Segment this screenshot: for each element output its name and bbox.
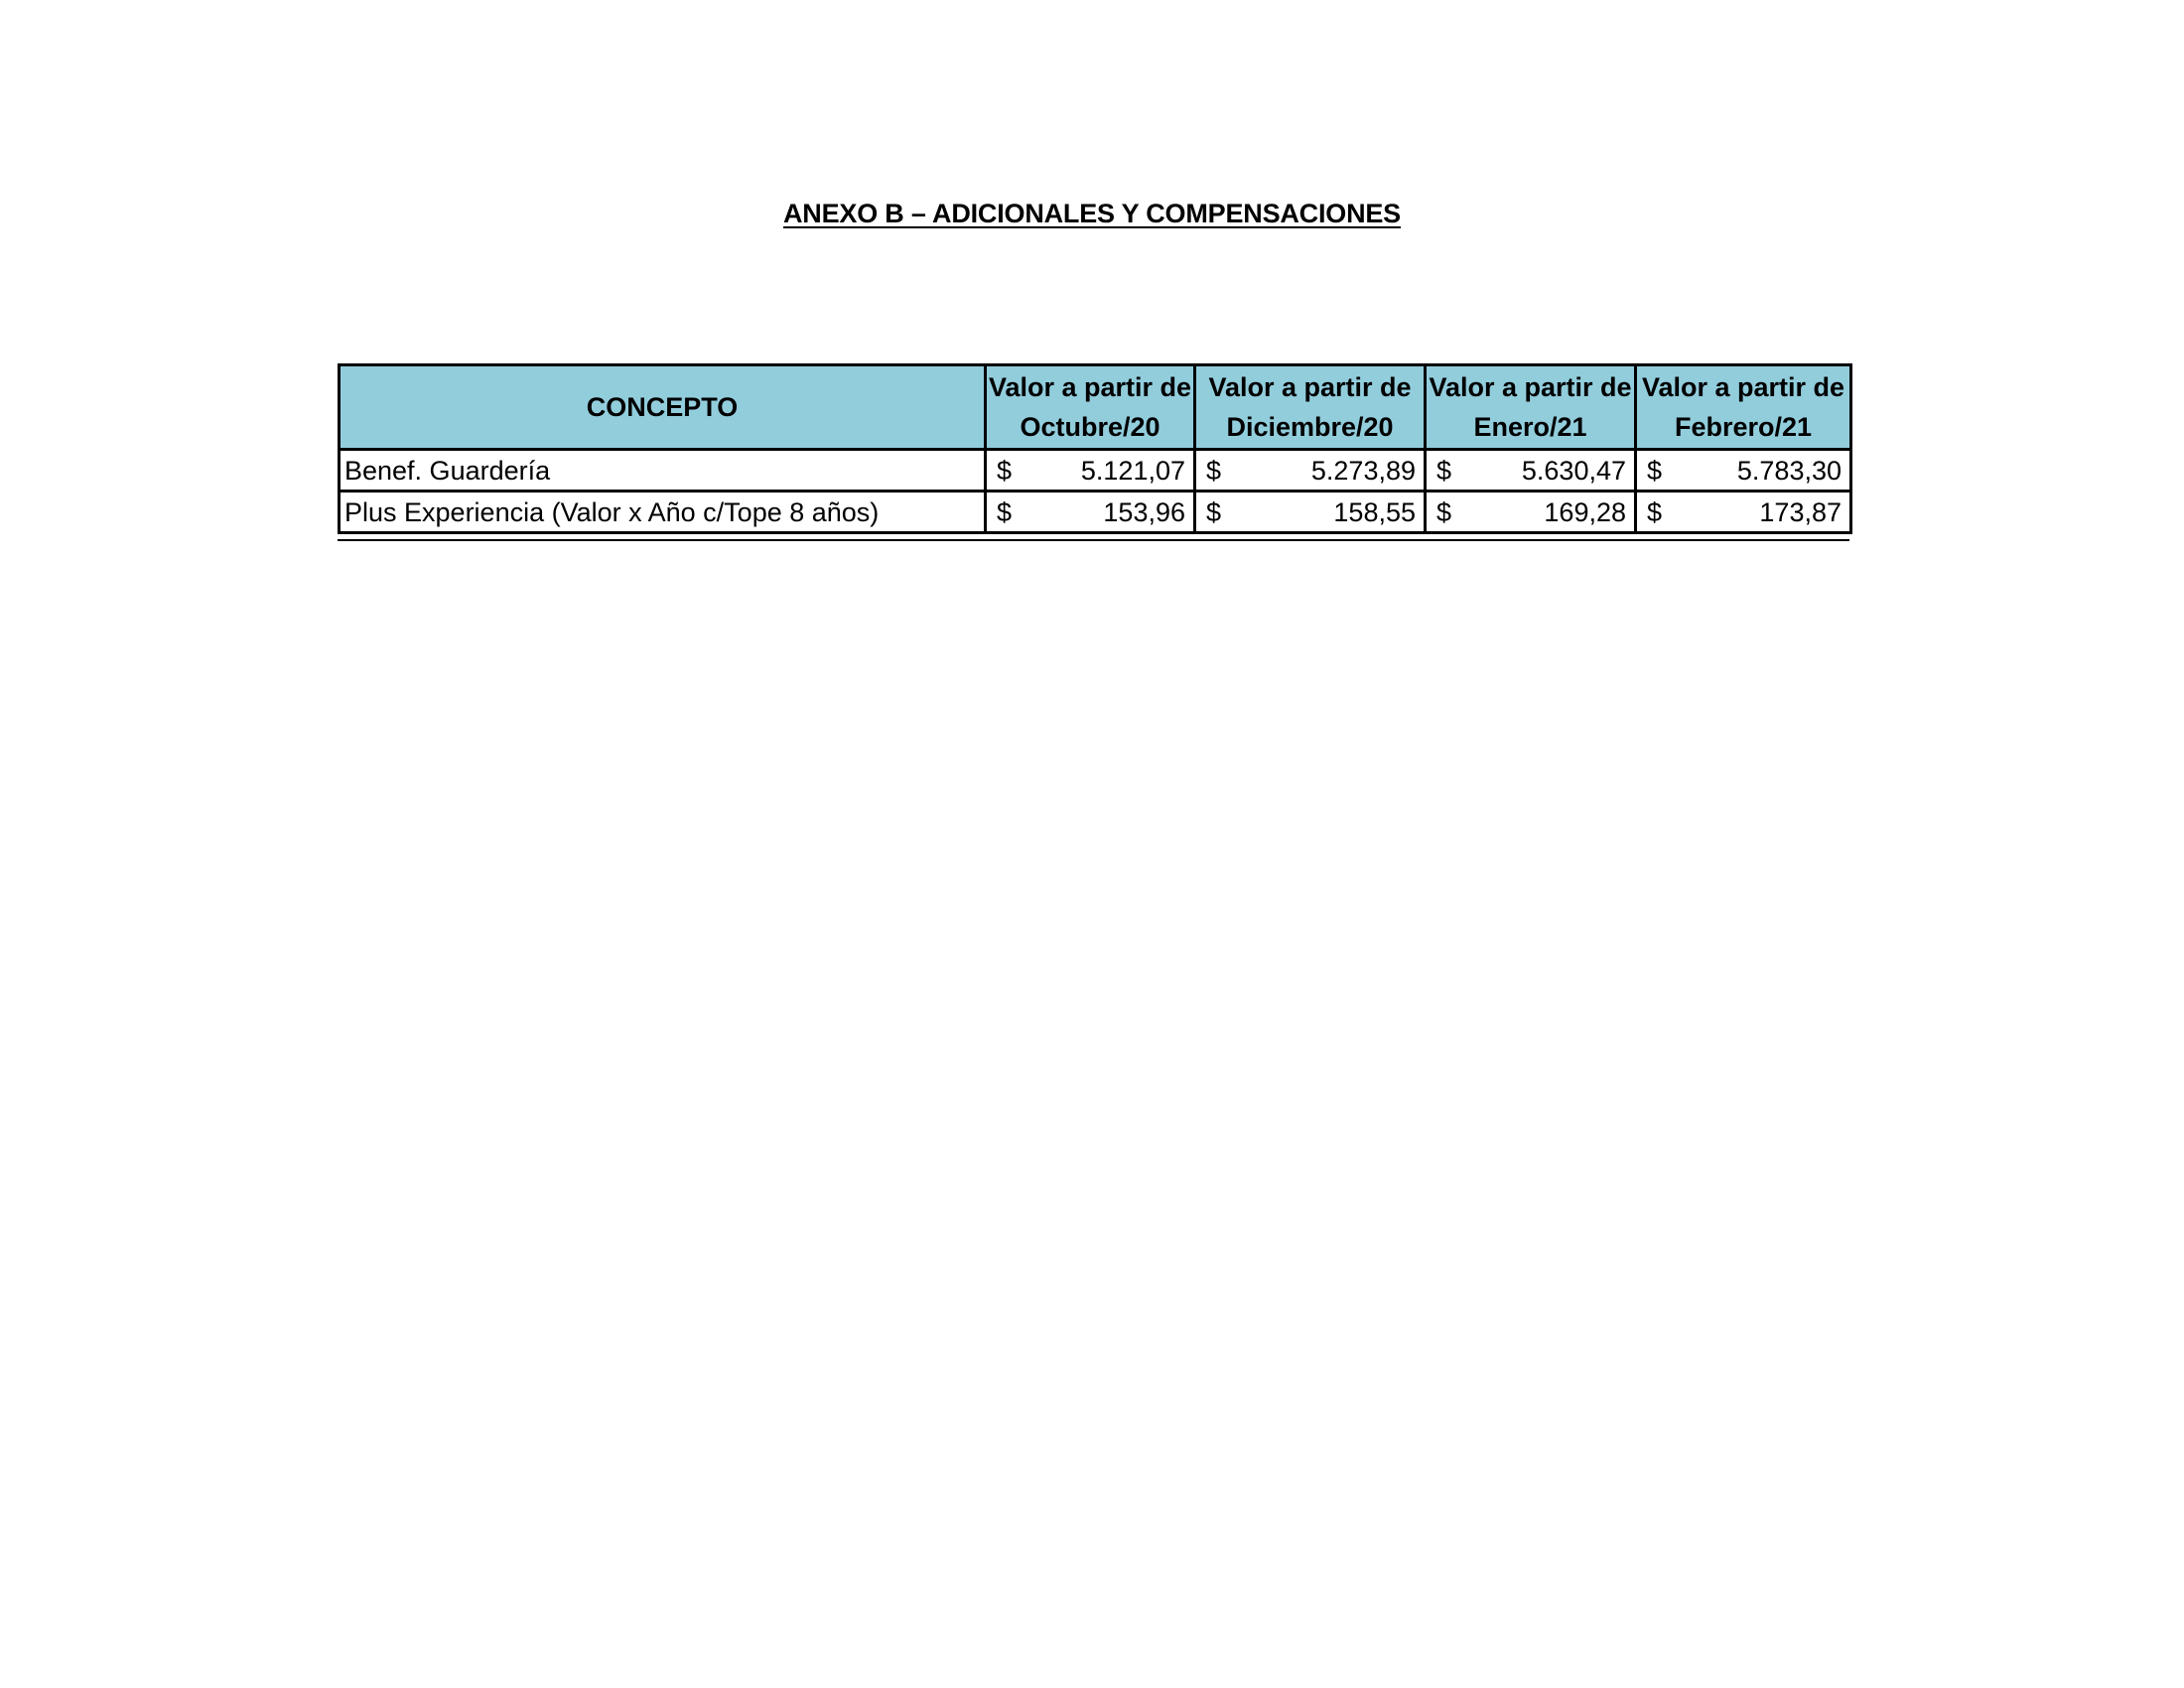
value-cell <box>1636 450 1851 492</box>
currency-symbol: $ <box>1436 455 1452 486</box>
amount: 153,96 <box>1103 496 1185 527</box>
value-cell <box>1636 492 1851 533</box>
amount: 5.783,30 <box>1736 455 1842 486</box>
amount: 5.630,47 <box>1521 455 1626 486</box>
amount: 5.121,07 <box>1080 455 1185 486</box>
value-cell <box>986 450 1195 492</box>
table-header-row <box>340 365 1851 450</box>
header-january-21: Valor a partir de Enero/21 <box>1426 365 1636 450</box>
page-title: ANEXO B – ADICIONALES Y COMPENSACIONES <box>782 199 1401 228</box>
concept-cell: Benef. Guardería <box>340 450 986 492</box>
header-october-20: Valor a partir de Octubre/20 <box>986 365 1195 450</box>
header-february-21: Valor a partir de Febrero/21 <box>1636 365 1851 450</box>
value-cell <box>1426 450 1636 492</box>
table-bottom-rule <box>338 536 1849 541</box>
amount: 173,87 <box>1759 496 1842 527</box>
concept-cell: Plus Experiencia (Valor x Año c/Tope 8 años) <box>340 492 986 533</box>
currency-symbol: $ <box>1206 496 1222 527</box>
currency-symbol: $ <box>997 496 1013 527</box>
amount: 5.273,89 <box>1310 455 1416 486</box>
value-cell <box>1195 450 1426 492</box>
amount: 158,55 <box>1333 496 1416 527</box>
currency-symbol: $ <box>1647 496 1663 527</box>
table-container <box>338 363 1849 541</box>
currency-symbol: $ <box>1436 496 1452 527</box>
table-row <box>340 450 1851 492</box>
value-cell <box>986 492 1195 533</box>
currency-symbol: $ <box>997 455 1013 486</box>
header-december-20: Valor a partir de Diciembre/20 <box>1195 365 1426 450</box>
currency-symbol: $ <box>1647 455 1663 486</box>
table-row <box>340 492 1851 533</box>
compensation-table <box>338 363 1852 534</box>
value-cell <box>1195 492 1426 533</box>
header-concept: CONCEPTO <box>340 365 986 450</box>
currency-symbol: $ <box>1206 455 1222 486</box>
value-cell <box>1426 492 1636 533</box>
amount: 169,28 <box>1544 496 1626 527</box>
